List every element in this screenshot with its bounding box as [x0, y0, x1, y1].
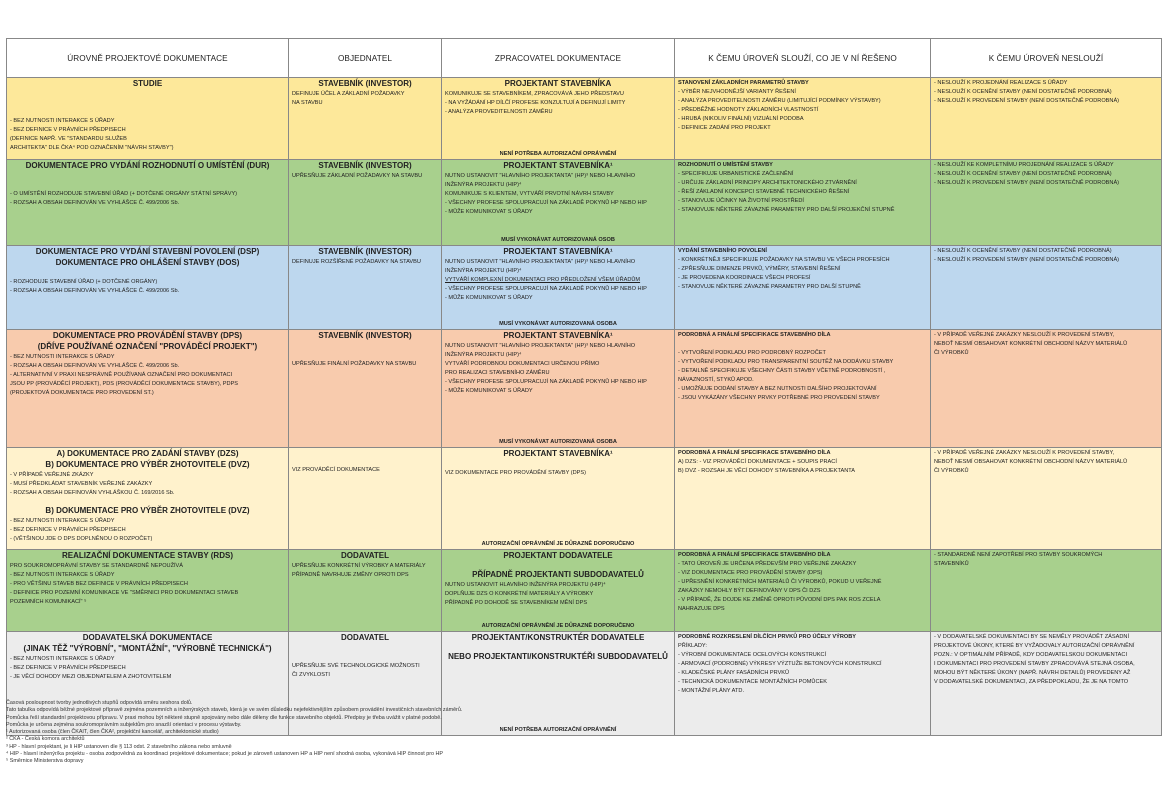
- cell-line: MOHOU BÝT NĚKTERÉ ÚKONY (NAPŘ. NÁVRH DETAILŮ) PROVEDENY AŽ: [934, 670, 1131, 676]
- cell-line: - VYTVOŘENÍ PODKLADU PRO TRANSPARENTNÍ SOUTĚŽ NA DODÁVKU STAVBY: [678, 359, 894, 365]
- cell-title: PROJEKTANT/KONSTRUKTÉR DODAVATELE: [471, 633, 645, 642]
- header-not-for: K ČEMU ÚROVEŇ NESLOUŽÍ: [931, 39, 1162, 78]
- cell-title: A) DOKUMENTACE PRO ZADÁNÍ STAVBY (DZS): [56, 449, 239, 458]
- cell-line: - PŘEDBĚŽNÉ HODNOTY ZÁKLADNÍCH VLASTNOSTÍ: [678, 107, 819, 113]
- cell-line: - STANOVUJE ÚČINKY NA ŽIVOTNÍ PROSTŘEDÍ: [678, 198, 804, 204]
- cell-line: - MŮŽE KOMUNIKOVAT S ÚŘADY: [445, 209, 533, 215]
- cell-title: VYDÁNÍ STAVEBNÍHO POVOLENÍ: [678, 248, 767, 254]
- header-purpose: K ČEMU ÚROVEŇ SLOUŽÍ, CO JE V NÍ ŘEŠENO: [675, 39, 931, 78]
- documentation-levels-table: [6, 38, 1162, 736]
- cell-title: STAVEBNÍK (INVESTOR): [318, 161, 412, 170]
- cell-line: - ALTERNATIVNÍ V PRAXI NESPRÁVNĚ POUŽÍVANÁ OZNAČENÍ PRO DOKUMENTACI: [10, 372, 233, 378]
- cell-line: [678, 340, 927, 349]
- cell-line: - ROZHODUJE STAVEBNÍ ÚŘAD (+ DOTČENÉ ORGÁNY): [10, 279, 158, 285]
- cell-line: PRO REALIZACI STAVEBNÍHO ZÁMĚRU: [445, 370, 550, 376]
- cell-level: [7, 160, 289, 246]
- cell-footer: AUTORIZAČNÍ OPRÁVNĚNÍ JE DŮRAZNĚ DOPORUČENO: [481, 541, 635, 547]
- cell-line: - ROZSAH A OBSAH DEFINOVÁN VYHLÁŠKOU Č. 169/2016 Sb.: [10, 490, 175, 496]
- table-row: [7, 330, 1162, 448]
- footnote-line: ⁵ Směrnice Ministerstva dopravy: [6, 758, 84, 765]
- cell-subtitle: DOKUMENTACE PRO OHLÁŠENÍ STAVBY (DOS): [55, 258, 240, 267]
- cell-client: [289, 246, 442, 330]
- cell-title: DODAVATEL: [341, 551, 389, 560]
- cell-line: - UMOŽŇUJE DODÁNÍ STAVBY A BEZ NUTNOSTI DALŠÍHO PROJEKTOVÁNÍ: [678, 386, 877, 392]
- footnotes: [6, 700, 1156, 766]
- cell-line: - ŘEŠÍ ZÁKLADNÍ KONCEPCI STAVEBNĚ TECHNICKÉHO ŘEŠENÍ: [678, 189, 850, 195]
- cell-footer: NENÍ POTŘEBA AUTORIZAČNÍ OPRÁVNĚNÍ: [499, 727, 617, 733]
- cell-line: - DEFINICE ZADÁNÍ PRO PROJEKT: [678, 125, 771, 131]
- spacer: [292, 449, 438, 457]
- cell-title: PODROBNÉ ROZKRESLENÍ DÍLČÍCH PRVKŮ PRO ÚČELY VÝROBY: [678, 634, 856, 640]
- cell-not-for: [931, 448, 1162, 550]
- cell-not-for: [931, 160, 1162, 246]
- cell-line: V DODAVATELSKÉ DOKUMENTACI, ZA PŘEDPOKLADU, ŽE JE NA TOMTO: [934, 679, 1129, 685]
- header-row: [7, 39, 1162, 78]
- cell-subtitle: PŘÍPADNĚ PROJEKTANTI SUBDODAVATELŮ: [472, 570, 644, 579]
- cell-line: INŽENÝRA PROJEKTU (HIP)⁴: [445, 182, 522, 188]
- cell-title: PROJEKTANT STAVEBNÍKA¹: [503, 449, 613, 458]
- cell-title: PROJEKTANT DODAVATELE: [503, 551, 613, 560]
- cell-title: PROJEKTANT STAVEBNÍKA¹: [503, 331, 613, 340]
- cell-footer: MUSÍ VYKONÁVAT AUTORIZOVANÁ OSOBA: [499, 321, 617, 327]
- cell-line: ČI ZVYKLOSTI: [292, 672, 330, 678]
- cell-line: - V PŘÍPADĚ VEŘEJNÉ ZAKÁZKY NESLOUŽÍ K PROVEDENÍ STAVBY,: [934, 332, 1115, 338]
- cell-line: - MŮŽE KOMUNIKOVAT S ÚŘADY: [445, 388, 533, 394]
- cell-subtitle: B) DOKUMENTACE PRO VÝBĚR ZHOTOVITELE (DVZ): [45, 506, 250, 515]
- cell-line: [10, 181, 285, 190]
- cell-line: - MŮŽE KOMUNIKOVAT S ÚŘADY: [445, 295, 533, 301]
- cell-line: - BEZ DEFINICE V PRÁVNÍCH PŘEDPISECH: [10, 127, 126, 133]
- cell-line: ČI VÝROBKŮ: [934, 350, 969, 356]
- cell-line: NEBOŤ NESMÍ OBSAHOVAT KONKRÉTNÍ OBCHODNÍ NÁZVY MATERIÁLŮ: [934, 459, 1128, 465]
- cell-line: VIZ PROVÁDĚCÍ DOKUMENTACE: [292, 467, 380, 473]
- cell-title: PROJEKTANT STAVEBNÍKA¹: [503, 247, 613, 256]
- cell-line: POZEMNÍCH KOMUNIKACÍ" ⁵: [10, 599, 87, 605]
- cell-line: - BEZ NUTNOSTI INTERAKCE S ÚŘADY: [10, 656, 115, 662]
- footnote-line: ¹ Autorizovaná osoba (člen ČKAIT, člen ČKA², projektční kancelář, architektonické studio): [6, 729, 219, 736]
- cell-line: UPŘESŇUJE FINÁLNÍ POŽADAVKY NA STAVBU: [292, 361, 417, 367]
- cell-line: - BEZ NUTNOSTI INTERAKCE S ÚŘADY: [10, 572, 115, 578]
- cell-title: STUDIE: [132, 79, 163, 88]
- cell-line: - ROZSAH A OBSAH DEFINOVÁN VE VYHLÁŠCE Č. 499/2006 Sb.: [10, 200, 180, 206]
- cell-line: NA STAVBU: [292, 100, 323, 106]
- cell-line: - VŠECHNY PROFESE SPOLUPRACUJÍ NA ZÁKLADĚ POKYNŮ HP NEBO HIP: [445, 379, 647, 385]
- cell-processor: [442, 160, 675, 246]
- cell-line: - NESLOUŽÍ KE KOMPLETNÍMU PROJEDNÁNÍ REALIZACE S ÚŘADY: [934, 162, 1114, 168]
- cell-line: - MONTÁŽNÍ PLÁNY ATD.: [678, 688, 744, 694]
- cell-processor: [442, 330, 675, 448]
- cell-client: [289, 78, 442, 160]
- header-client: OBJEDNATEL: [289, 39, 442, 78]
- cell-line: KOMUNIKUJE S KLIENTEM, VYTVÁŘÍ PRVOTNÍ NÁVRH STAVBY: [445, 191, 614, 197]
- cell-line: STAVEBNÍKŮ: [934, 561, 969, 567]
- cell-title: STAVEBNÍK (INVESTOR): [318, 247, 412, 256]
- cell-line: - BEZ DEFINICE V PRÁVNÍCH PŘEDPISECH: [10, 665, 126, 671]
- table-row: [7, 78, 1162, 160]
- cell-line: [10, 172, 285, 181]
- cell-line: - (VĚTŠINOU JDE O DPS DOPLNĚNOU O ROZPOČET): [10, 536, 153, 542]
- cell-line: - VIZ DOKUMENTACE PRO PROVÁDĚNÍ STAVBY (DPS): [678, 570, 823, 576]
- cell-line: [292, 351, 438, 360]
- cell-line: - DEFINICE PRO POZEMNÍ KOMUNIKACE VE "SMĚRNICI PRO DOKUMENTACI STAVEB: [10, 590, 239, 596]
- cell-line: PRO SOUKROMOPRÁVNÍ STAVBY SE STANDARDNĚ NEPOUŽÍVÁ: [10, 563, 184, 569]
- cell-level: [7, 78, 289, 160]
- cell-line: - VYTVOŘENÍ PODKLADU PRO PODROBNÝ ROZPOČET: [678, 350, 826, 356]
- cell-line: UPŘESŇUJE SVÉ TECHNOLOGICKÉ MOŽNOSTI: [292, 663, 420, 669]
- cell-line: [10, 90, 285, 99]
- cell-title: STANOVENÍ ZÁKLADNÍCH PARAMETRŮ STAVBY: [678, 80, 809, 86]
- footnote-line: ⁴ HIP - hlavní inženýr/ka projektu - osoba zodpovědná za koordinaci projektové dokumentace; pokud je zároveň ustanoven HP a HIP není shodná osoba, vykonává HIP činnost pro HP: [6, 751, 444, 758]
- table-row: [7, 550, 1162, 632]
- cell-level: [7, 550, 289, 632]
- cell-title: PROJEKTANT STAVEBNÍKA¹: [503, 161, 613, 170]
- cell-line: I DOKUMENTACI PRO PROVEDENÍ STAVBY ZPRACOVÁVÁ STEJNÁ OSOBA,: [934, 661, 1135, 667]
- header-levels: ÚROVNĚ PROJEKTOVÉ DOKUMENTACE: [7, 39, 289, 78]
- cell-line: (DEFINICE NAPŘ. VE "STANDARDU SLUŽEB: [10, 136, 127, 142]
- cell-line: [10, 108, 285, 117]
- cell-level: [7, 330, 289, 448]
- cell-line: VYTVÁŘÍ PODROBNOU DOKUMENTACI URČENOU PŘÍMO: [445, 361, 600, 367]
- cell-line: ZAKÁZKY NEMOHLY BÝT DEFINOVÁNY V DPS ČI DZS: [678, 588, 821, 594]
- cell-line: - HRUBÁ (NIKOLIV FINÁLNÍ) VIZUÁLNÍ PODOBA: [678, 116, 804, 122]
- cell-line: - VŠECHNY PROFESE SPOLUPRACUJÍ NA ZÁKLADĚ POKYNŮ HP NEBO HIP: [445, 200, 647, 206]
- cell-line: NEBOŤ NESMÍ OBSAHOVAT KONKRÉTNÍ OBCHODNÍ NÁZVY MATERIÁLŮ: [934, 341, 1128, 347]
- cell-footer: AUTORIZAČNÍ OPRÁVNĚNÍ JE DŮRAZNĚ DOPORUČENO: [481, 623, 635, 629]
- cell-purpose: [675, 330, 931, 448]
- footnote-line: ³ HP - hlavní projektant, je li HIP ustanoven dle § 113 odst. 2 stavebního zákona nebo smluvně: [6, 743, 232, 750]
- cell-line: - V PŘÍPADĚ VEŘEJNÉ ZKÁZKY: [10, 472, 94, 478]
- cell-line: PŘÍPADNĚ NAVRHUJE ZMĚNY OPROTI DPS: [292, 572, 409, 578]
- cell-client: [289, 160, 442, 246]
- cell-subtitle: B) DOKUMENTACE PRO VÝBĚR ZHOTOVITELE (DVZ): [45, 460, 250, 469]
- footnote-line: Časová posloupnost tvorby jednotlivých stupňů odpovídá směru seshora dolů.: [6, 700, 193, 706]
- cell-line: - JE PROVEDENA KOORDINACE VŠECH PROFESÍ: [678, 275, 811, 281]
- cell-title: PODROBNÁ A FINÁLNÍ SPECIFIKACE STAVEBNÍHO DÍLA: [678, 450, 831, 456]
- cell-line: [10, 99, 285, 108]
- cell-line: - STANDARDNĚ NENÍ ZAPOTŘEBÍ PRO STAVBY SOUKROMÝCH: [934, 552, 1103, 558]
- cell-line: - DETAILNĚ SPECIFIKUJE VŠECHNY ČÁSTI STAVBY VČETNĚ PODROBNOSTÍ ,: [678, 368, 886, 374]
- cell-client: [289, 550, 442, 632]
- cell-line: - SPECIFIKUJE URBANISTICKÉ ZAČLENĚNÍ: [678, 171, 794, 177]
- cell-title: DOKUMENTACE PRO PROVÁDĚNÍ STAVBY (DPS): [52, 331, 243, 340]
- cell-line: VIZ DOKUMENTACE PRO PROVÁDĚNÍ STAVBY (DPS): [445, 470, 587, 476]
- cell-line: - ZPŘESŇUJE DIMENZE PRVKŮ, VÝMĚRY, STAVEBNÍ ŘEŠENÍ: [678, 266, 841, 272]
- cell-line: DEFINUJE ÚČEL A ZÁKLADNÍ POŽADAVKY: [292, 91, 405, 97]
- cell-line: - NESLOUŽÍ K PROVEDENÍ STAVBY (NENÍ DOSTATEČNĚ PODROBNÁ): [934, 257, 1120, 263]
- cell-line: INŽENÝRA PROJEKTU (HIP)⁴: [445, 268, 522, 274]
- cell-not-for: [931, 330, 1162, 448]
- cell-line: NAHRAZUJE DPS: [678, 606, 725, 612]
- cell-line: - URČUJE ZÁKLADNÍ PRINCIPY ARCHITEKTONICKÉHO ZTVÁRNĚNÍ: [678, 180, 857, 186]
- cell-line: PŘÍPADNĚ PO DOHODĚ SE STAVEBNÍKEM MĚNÍ DPS: [445, 600, 588, 606]
- table-row: [7, 448, 1162, 550]
- cell-line: UPŘESŇUJE ZÁKLADNÍ POŽADAVKY NA STAVBU: [292, 173, 423, 179]
- cell-line: [292, 342, 438, 351]
- cell-line: - NESLOUŽÍ K OCENĚNÍ STAVBY (NENÍ DOSTATEČNĚ PODROBNÁ): [934, 89, 1112, 95]
- cell-title: PODROBNÁ A FINÁLNÍ SPECIFIKACE STAVEBNÍHO DÍLA: [678, 332, 831, 338]
- cell-line: - TATO ÚROVEŇ JE URČENA PŘEDEVŠÍM PRO VEŘEJNÉ ZAKÁZKY: [678, 561, 857, 567]
- cell-line: - STANOVUJE NĚKTERÉ ZÁVAZNÉ PARAMETRY PRO DALŠÍ STUPNĚ: [678, 284, 861, 290]
- cell-line: ARCHITEKTA" DLE ČKA⁴ POD OZNAČENÍM "NÁVRH STAVBY"): [10, 145, 174, 151]
- cell-line: NUTNO USTANOVIT "HLAVNÍHO PROJEKTANTA" (HP)³ NEBO HLAVNÍHO: [445, 259, 636, 265]
- cell-line: [292, 653, 438, 662]
- cell-title: PODROBNÁ A FINÁLNÍ SPECIFIKACE STAVEBNÍHO DÍLA: [678, 552, 831, 558]
- cell-footer: MUSÍ VYKONÁVAT AUTORIZOVANÁ OSOBA: [499, 439, 617, 445]
- cell-purpose: [675, 78, 931, 160]
- cell-processor: [442, 246, 675, 330]
- cell-line: VYTVÁŘÍ KOMPLEXNÍ DOKUMENTACI PRO PŘEDLOŽENÍ VŠEM ÚŘADŮM: [445, 277, 641, 283]
- cell-line: - VŠECHNY PROFESE SPOLUPRACUJÍ NA ZÁKLADĚ POKYNŮ HP NEBO HIP: [445, 286, 647, 292]
- cell-line: - BEZ NUTNOSTI INTERAKCE S ÚŘADY: [10, 518, 115, 524]
- cell-line: - ANALÝZA PROVEDITELNOSTI ZÁMĚRU: [445, 109, 553, 115]
- cell-client: [289, 448, 442, 550]
- cell-line: NUTNO USTANOVIT HLAVNÍHO INŽENÝRA PROJEKTU (HIP)⁴: [445, 582, 606, 588]
- table-row: [7, 246, 1162, 330]
- cell-line: NUTNO USTANOVIT "HLAVNÍHO PROJEKTANTA" (HP)³ NEBO HLAVNÍHO: [445, 343, 636, 349]
- cell-purpose: [675, 448, 931, 550]
- cell-line: - NESLOUŽÍ K PROVEDENÍ STAVBY (NENÍ DOSTATEČNĚ PODROBNÁ): [934, 98, 1120, 104]
- cell-line: - NESLOUŽÍ K OCENĚNÍ STAVBY (NENÍ DOSTATEČNĚ PODROBNÁ): [934, 248, 1112, 254]
- cell-line: PŘÍKLADY:: [678, 643, 707, 649]
- spacer: [445, 663, 671, 679]
- cell-line: POZN.: V OPTIMÁLNÍM PŘÍPADĚ, KDY DODAVATELSKOU DOKUMENTACI: [934, 652, 1128, 658]
- cell-line: (PROJEKTOVÁ DOKUMENTACE PRO PROVEDENÍ ST.): [10, 390, 154, 396]
- footnote-line: Pomůcka řeší standardní projektovou přípravu. V praxi mohou být některé stupně spojovány nebo dále děleny dle funkce stavebního objektů. Předpisy je třeba uvážit v platné podobě.: [6, 714, 442, 721]
- cell-line: - V PŘÍPADĚ VEŘEJNÉ ZAKÁZKY NESLOUŽÍ K PROVEDENÍ STAVBY,: [934, 450, 1115, 456]
- cell-line: - ARMOVACÍ (PODROBNÉ) VÝKRESY VÝZTUŽE BETONOVÝCH KONSTRUKCÍ: [678, 661, 882, 667]
- cell-line: - BEZ NUTNOSTI INTERAKCE S ÚŘADY: [10, 354, 115, 360]
- cell-title: DOKUMENTACE PRO VYDÁNÍ STAVEBNÍ POVOLENÍ (DSP): [35, 247, 260, 256]
- documentation-levels-table-wrapper: [6, 38, 1161, 736]
- cell-client: [289, 330, 442, 448]
- cell-line: - VÝBĚR NEJVHODNĚJŠÍ VARIANTY ŘEŠENÍ: [678, 89, 796, 95]
- cell-line: - V DODAVATELSKÉ DOKUMENTACI BY SE NEMĚLY PROVÁDĚT ZÁSADNÍ: [934, 634, 1129, 640]
- cell-line: B) DVZ - ROZSAH JE VĚCÍ DOHODY STAVEBNÍKA A PROJEKTANTA: [678, 468, 855, 474]
- cell-title: DODAVATELSKÁ DOKUMENTACE: [82, 633, 213, 642]
- header-processor: ZPRACOVATEL DOKUMENTACE: [442, 39, 675, 78]
- cell-title: REALIZAČNÍ DOKUMENTACE STAVBY (RDS): [62, 551, 233, 560]
- cell-not-for: [931, 246, 1162, 330]
- cell-purpose: [675, 550, 931, 632]
- cell-line: - UPŘESNĚNÍ KONKRÉTNÍCH MATERIÁLŮ ČI VÝROBKŮ, POKUD U VEŘEJNÉ: [678, 579, 882, 585]
- cell-title: STAVEBNÍK (INVESTOR): [318, 79, 412, 88]
- cell-not-for: [931, 78, 1162, 160]
- cell-line: [292, 644, 438, 653]
- cell-line: - NA VYŽÁDÁNÍ HP DÍLČÍ PROFESE KONZULTUJÍ A DEFINUJÍ LIMITY: [445, 100, 626, 106]
- cell-subtitle: NEBO PROJEKTANTI/KONSTRUKTÉŘI SUBDODAVATELŮ: [448, 652, 668, 661]
- cell-level: [7, 448, 289, 550]
- cell-footer: MUSÍ VYKONÁVAT AUTORIZOVANÁ OSOB: [501, 237, 615, 243]
- cell-line: - KLADEČSKÉ PLÁNY FASÁDNÍCH PRVKŮ: [678, 670, 790, 676]
- cell-line: - MUSÍ PŘEDKLÁDAT STAVEBNÍK VEŘEJNÉ ZAKÁZKY: [10, 481, 153, 487]
- cell-line: - NESLOUŽÍ K OCENĚNÍ STAVBY (NENÍ DOSTATEČNĚ PODROBNÁ): [934, 171, 1112, 177]
- cell-line: - V PŘÍPADĚ, ŽE DOJDE KE ZMĚNĚ OPROTI PŮVODNÍ DPS PAK ROS ZCELA: [678, 597, 881, 603]
- cell-line: - ROZSAH A OBSAH DEFINOVÁN VE VYHLÁŠCE Č. 499/2006 Sb.: [10, 288, 180, 294]
- footnote-line: Tato tabulka odpovídá běžné projektové přípravě zejména pozemních a inženýrských staveb, která je ve svém důsledku nejefektivnějším způsobem provádění investičních stavebních záměrů.: [6, 707, 463, 714]
- cell-line: - PRO VĚTŠINU STAVEB BEZ DEFINICE V PRÁVNÍCH PŘEDPISECH: [10, 581, 188, 587]
- cell-line: - ROZSAH A OBSAH DEFINOVÁN VE VYHLÁŠCE Č. 499/2006 Sb.: [10, 363, 180, 369]
- cell-line: - BEZ NUTNOSTI INTERAKCE S ÚŘADY: [10, 118, 115, 124]
- cell-title: DODAVATEL: [341, 633, 389, 642]
- cell-line: NUTNO USTANOVIT "HLAVNÍHO PROJEKTANTA" (HP)³ NEBO HLAVNÍHO: [445, 173, 636, 179]
- spacer: [445, 644, 671, 652]
- cell-line: - BEZ DEFINICE V PRÁVNÍCH PŘEDPISECH: [10, 527, 126, 533]
- cell-title: STAVEBNÍK (INVESTOR): [318, 331, 412, 340]
- cell-not-for: [931, 550, 1162, 632]
- cell-processor: [442, 550, 675, 632]
- cell-line: [445, 460, 671, 469]
- cell-subtitle: (DŘÍVE POUŽÍVANÉ OZNAČENÍ "PROVÁDĚCÍ PROJEKT"): [37, 342, 258, 351]
- spacer: [10, 498, 285, 506]
- cell-line: PROJEKTOVÉ ÚKONY, KTERÉ BY VYŽADOVALY AUTORIZAČNÍ OPRÁVNĚNÍ: [934, 643, 1135, 649]
- cell-line: INŽENÝRA PROJEKTU (HIP)⁴: [445, 352, 522, 358]
- cell-line: - STANOVUJE NĚKTERÉ ZÁVAZNÉ PARAMETRY PRO DALŠÍ PROJEKČNÍ STUPNĚ: [678, 207, 895, 213]
- cell-line: - NESLOUŽÍ K PROJEDNÁNÍ REALIZACE S ÚŘADY: [934, 80, 1068, 86]
- cell-line: DOPLŇUJE DZS O KONKRÉTNÍ MATERIÁLY A VÝROBKY: [445, 591, 594, 597]
- cell-level: [7, 246, 289, 330]
- cell-title: PROJEKTANT STAVEBNÍKA: [504, 79, 612, 88]
- cell-purpose: [675, 246, 931, 330]
- cell-line: - TECHNICKÁ DOKUMENTACE MONTÁŽNÍCH POMŮCEK: [678, 679, 827, 685]
- spacer: [445, 562, 671, 570]
- cell-line: DEFINUJE ROZŠÍŘENÉ POŽADAVKY NA STAVBU: [292, 259, 421, 265]
- cell-line: ČI VÝROBKŮ: [934, 468, 969, 474]
- cell-processor: [442, 78, 675, 160]
- cell-line: - JSOU VYKÁZÁNY VŠECHNY PRVKY POTŘEBNÉ PRO PROVEDENÍ STAVBY: [678, 395, 880, 401]
- cell-title: ROZHODNUTÍ O UMÍSTĚNÍ STAVBY: [678, 162, 773, 168]
- cell-line: - JE VĚCÍ DOHODY MEZI OBJEDNATELEM A ZHOTOVITELEM: [10, 674, 172, 680]
- cell-line: - KONKRÉTNĚJI SPECIFIKUJE POŽADAVKY NA STAVBU VE VŠECH PROFESÍCH: [678, 257, 890, 263]
- cell-line: - ANALÝZA PROVEDITELNOSTI ZÁMĚRU (LIMITUJÍCÍ PODMÍNKY VÝSTAVBY): [678, 98, 881, 104]
- cell-title: DOKUMENTACE PRO VYDÁNÍ ROZHODNUTÍ O UMÍSTĚNÍ (DUR): [25, 161, 270, 170]
- cell-line: - O UMÍSTĚNÍ ROZHODUJE STAVEBNÍ ÚŘAD (+ DOTČENÉ ORGÁNY STÁTNÍ SPRÁVY): [10, 191, 238, 197]
- cell-line: KOMUNIKUJE SE STAVEBNÍKEM, ZPRACOVÁVÁ JEHO PŘEDSTAVU: [445, 91, 624, 97]
- cell-processor: [442, 448, 675, 550]
- cell-line: [292, 457, 438, 466]
- footnote-line: Pomůcka je určena zejména soukromoprávním subjektům pro snazší orientaci v procesu výstavby.: [6, 721, 242, 728]
- cell-line: - NESLOUŽÍ K PROVEDENÍ STAVBY (NENÍ DOSTATEČNĚ PODROBNÁ): [934, 180, 1120, 186]
- cell-line: JSOU PP (PROVÁDĚCÍ PROJEKT), PDS (PROVÁDĚCÍ DOKUMENTACE STAVBY), PDPS: [10, 381, 239, 387]
- cell-line: - VÝROBNÍ DOKUMENTACE OCELOVÝCH KONSTRUKCÍ: [678, 652, 827, 658]
- cell-purpose: [675, 160, 931, 246]
- cell-line: A) DZS: - VIZ PROVÁDĚCÍ DOKUMENTACE + SOUPIS PRACÍ: [678, 459, 837, 465]
- cell-line: NÁVAZNOSTÍ, STYKŮ APOD.: [678, 377, 754, 383]
- cell-subtitle: (JINAK TĚŽ "VÝROBNÍ", "MONTÁŽNÍ", "VÝROBNĚ TECHNICKÁ"): [23, 644, 272, 653]
- cell-footer: NENÍ POTŘEBA AUTORIZAČNÍ OPRÁVNĚNÍ: [499, 151, 617, 157]
- footnote-line: ² ČKA - Česká komora architektů: [6, 736, 85, 743]
- table-body: [7, 78, 1162, 736]
- table-row: [7, 160, 1162, 246]
- cell-line: UPŘESŇUJE KONKRÉTNÍ VÝROBKY A MATERIÁLY: [292, 563, 426, 569]
- cell-line: [10, 269, 285, 278]
